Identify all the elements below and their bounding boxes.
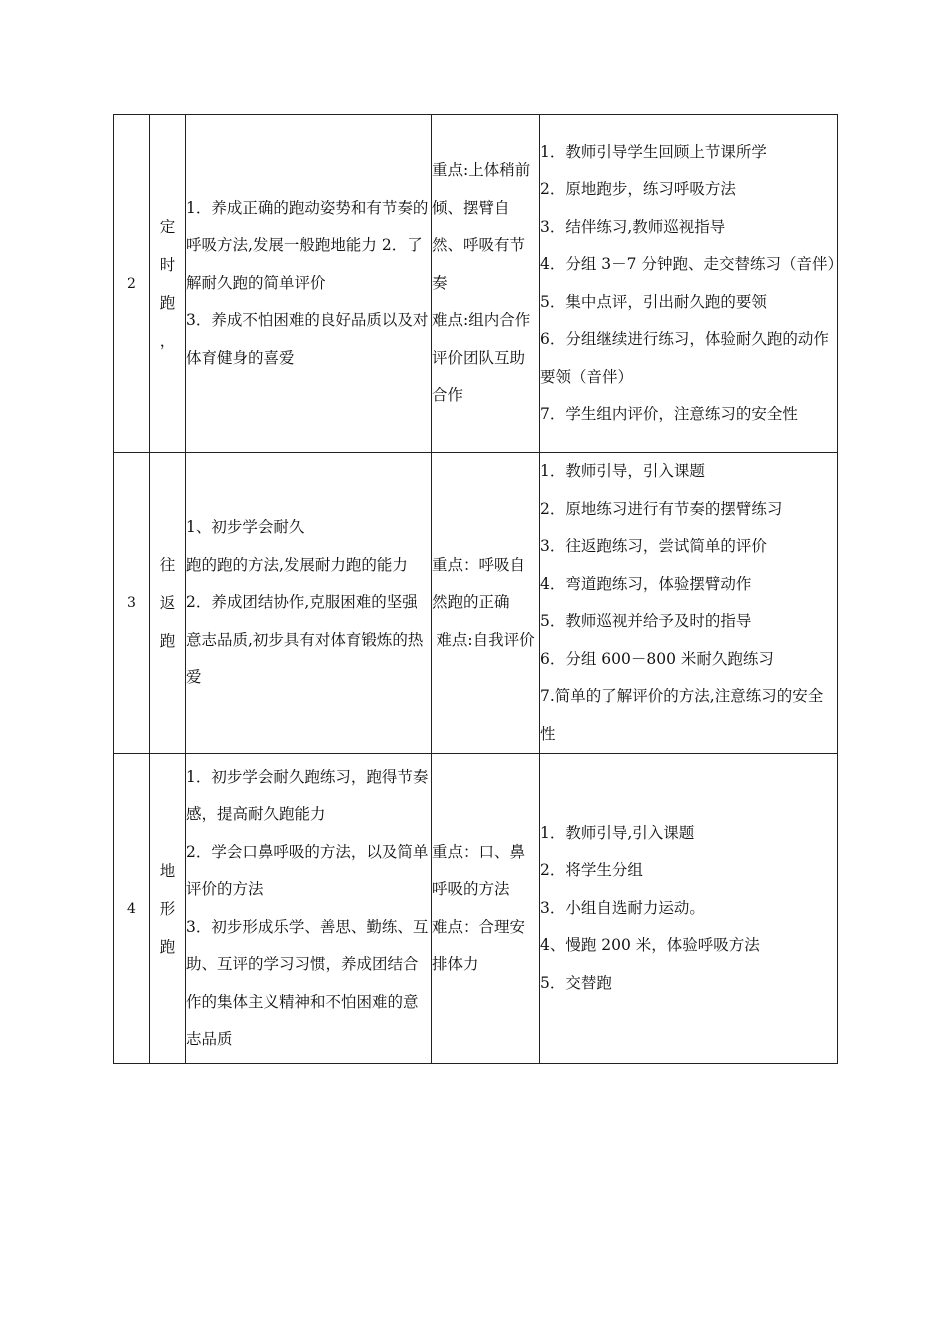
key-difficult-points: 重点：呼吸自然跑的正确 难点:自我评价 [432, 453, 540, 754]
teaching-steps: 1．教师引导,引入课题 2．将学生分组 3．小组自选耐力运动。 4、慢跑 200 米，体验呼吸方法 5．交替跑 [540, 754, 838, 1064]
lesson-number: 4 [114, 754, 150, 1064]
teaching-steps: 1．教师引导，引入课题 2．原地练习进行有节奏的摆臂练习 3．往返跑练习，尝试简单的评价 4．弯道跑练习，体验摆臂动作 5．教师巡视并给予及时的指导 6．分组 600－800 米耐久跑练习 7.简单的了解评价的方法,注意练习的安全性 [540, 453, 838, 754]
lesson-title: 地 形 跑 [150, 754, 186, 1064]
lesson-number: 3 [114, 453, 150, 754]
lesson-number: 2 [114, 115, 150, 453]
lesson-goals: 1、初步学会耐久 跑的跑的方法,发展耐力跑的能力 2．养成团结协作,克服困难的坚强意志品质,初步具有对体育锻炼的热爱 [186, 453, 432, 754]
lesson-plan-table [113, 114, 843, 1064]
table-row [114, 453, 838, 754]
teaching-steps: 1．教师引导学生回顾上节课所学 2．原地跑步，练习呼吸方法 3．结伴练习,教师巡视指导 4．分组 3－7 分钟跑、走交替练习（音伴） 5．集中点评，引出耐久跑的要领 6．分组继续进行练习，体验耐久跑的动作要领（音伴） 7．学生组内评价，注意练习的安全性 [540, 115, 838, 453]
table-row [114, 115, 838, 453]
lesson-goals: 1．初步学会耐久跑练习，跑得节奏感，提高耐久跑能力 2．学会口鼻呼吸的方法，以及简单评价的方法 3．初步形成乐学、善思、勤练、互助、互评的学习习惯，养成团结合作的集体主义精神和不怕困难的意志品质 [186, 754, 432, 1064]
key-difficult-points: 重点：口、鼻呼吸的方法 难点：合理安排体力 [432, 754, 540, 1064]
lesson-title: 定 时 跑 ， [150, 115, 186, 453]
lesson-title: 往 返 跑 [150, 453, 186, 754]
table-row [114, 754, 838, 1064]
lesson-goals: 1．养成正确的跑动姿势和有节奏的呼吸方法,发展一般跑地能力 2．了解耐久跑的简单评价 3．养成不怕困难的良好品质以及对体育健身的喜爱 [186, 115, 432, 453]
key-difficult-points: 重点:上体稍前倾、摆臂自然、呼吸有节奏 难点:组内合作评价团队互助合作 [432, 115, 540, 453]
